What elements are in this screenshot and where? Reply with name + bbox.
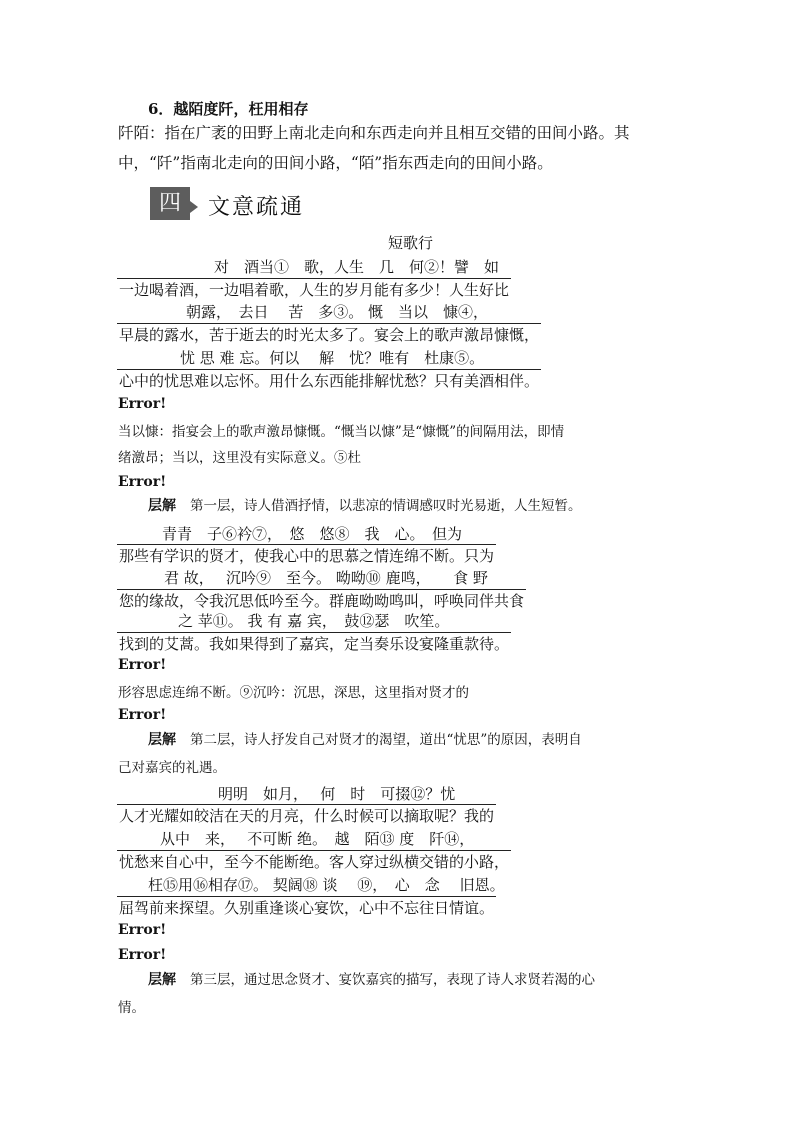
poem-original-line: 忧 思 难 忘。何以 解 忧？唯有 杜康⑤。 [180,349,485,367]
poem-original-line: 从中 来， 不可断 绝。 越 陌⑬ 度 阡⑭， [160,830,475,848]
poem-translation-line: 屈驾前来探望。久别重逢谈心宴饮，心中不忘往日情谊。 [117,896,496,918]
poem-original-line: 朝露， 去日 苦 多③。 慨 当以 慷④， [186,303,489,321]
layer-label: 层解 [148,732,176,748]
poem-original-line: 明明 如月， 何 时 可掇⑫？忧 [218,785,456,803]
layer-text: 第一层，诗人借酒抒情，以悲凉的情调感叹时光易逝，人生短暂。 [190,498,582,514]
poem-original-line: 君 故， 沉吟⑨ 至今。 呦呦⑩ 鹿鸣， 食 野 [164,569,488,587]
error-text: Error! [118,707,167,723]
layer-text: 第三层，通过思念贤才、宴饮嘉宾的描写，表现了诗人求贤若渴的心 [190,972,595,988]
layer-text: 情。 [118,1000,145,1016]
section-title: 文意疏通 [208,195,305,220]
section-arrow-icon [190,201,198,213]
poem-translation-line: 那些有学识的贤才，使我心中的思慕之情连绵不断。只为 [117,544,496,566]
layer-text: 第二层，诗人抒发自己对贤才的渴望，道出“忧思”的原因，表明自 [190,732,582,748]
layer-analysis-2 [118,726,678,782]
note-line: 形容思虑连绵不断。⑨沉吟：沉思，深思，这里指对贤才的 [118,685,469,701]
layer-text: 己对嘉宾的礼遇。 [118,760,226,776]
poem-translation-line: 人才光耀如皎洁在天的月亮，什么时候可以摘取呢？我的 [117,804,496,826]
item-heading-6: 6．越陌度阡，枉用相存 [148,100,309,118]
error-text: Error! [118,657,167,673]
layer-analysis-1 [118,492,678,520]
poem-title: 短歌行 [388,234,434,252]
poem-original-line: 之 苹⑪。 我 有 嘉 宾， 鼓⑫瑟 吹笙。 [178,612,450,630]
poem-original-line: 对 酒当① 歌，人生 几 何②！譬 如 [214,258,500,276]
poem-original-line: 枉⑮用⑯相存⑰。 契阔⑱ 谈 ⑲， 心 念 旧恩。 [148,876,505,894]
section-number-badge: 四 [150,187,190,220]
layer-label: 层解 [148,972,176,988]
poem-translation-line: 找到的艾蒿。我如果得到了嘉宾，定当奏乐设宴隆重款待。 [117,632,511,654]
layer-label: 层解 [148,498,176,514]
note-line: 绪激昂；当以，这里没有实际意义。⑤杜 [118,450,361,466]
error-text: Error! [118,922,167,938]
poem-translation-line: 早晨的露水，苦于逝去的时光太多了。宴会上的歌声激昂慷慨， [117,323,541,345]
poem-translation-line: 心中的忧思难以忘怀。用什么东西能排解忧愁？只有美酒相伴。 [117,369,541,391]
poem-translation-line: 一边喝着酒，一边唱着歌，人生的岁月能有多少！人生好比 [117,278,511,300]
qianmo-paragraph: 阡陌：指在广袤的田野上南北走向和东西走向并且相互交错的田间小路。其中，“阡”指南北走向的田间小路，“陌”指东西走向的田间小路。 [118,124,630,172]
error-text: Error! [118,474,167,490]
layer-analysis-3 [118,966,678,1022]
poem-translation-line: 您的缘故，令我沉思低吟至今。群鹿呦呦鸣叫，呼唤同伴共食 [117,589,526,611]
poem-original-line: 青青 子⑥衿⑦， 悠 悠⑧ 我 心。 但为 [162,525,463,543]
error-text: Error! [118,947,167,963]
note-line: 当以慷：指宴会上的歌声激昂慷慨。“慨当以慷”是“慷慨”的间隔用法，即情 [118,424,565,440]
poem-translation-line: 忧愁来自心中，至今不能断绝。客人穿过纵横交错的小路， [117,850,511,872]
error-text: Error! [118,396,167,412]
